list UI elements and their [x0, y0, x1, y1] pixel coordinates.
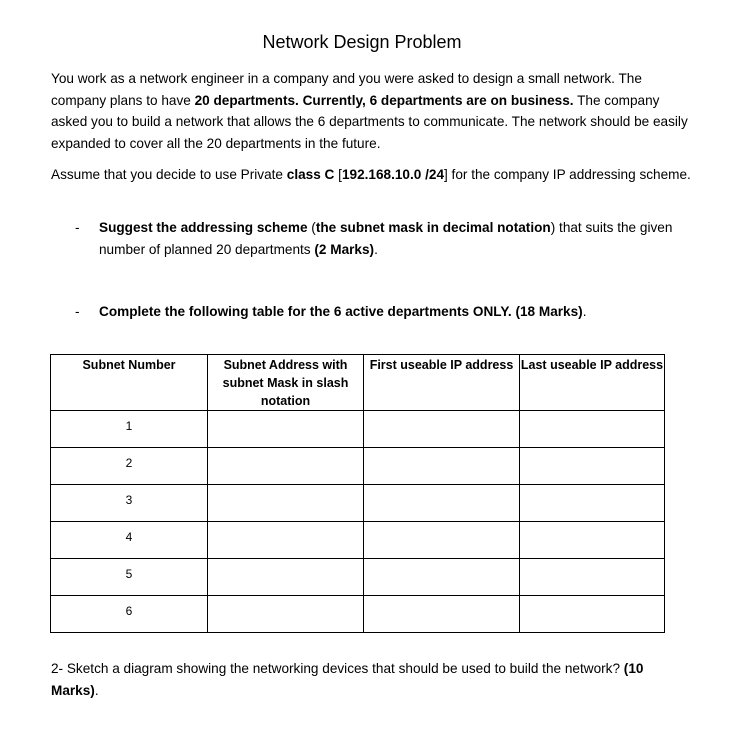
first-ip-cell [364, 596, 520, 633]
q1-text-1: ( [307, 220, 316, 235]
subnet-number-cell: 1 [51, 411, 208, 448]
intro-bold-departments: 20 departments. Currently, 6 departments are on business. [194, 92, 574, 108]
last-ip-cell [520, 559, 665, 596]
q3-marks: (10 Marks) [51, 661, 644, 698]
q1-bold-1: Suggest the addressing scheme [99, 220, 308, 235]
first-ip-cell [364, 522, 520, 559]
assume-pre: Assume that you decide to use Private [51, 167, 287, 182]
header-subnet-number: Subnet Number [51, 355, 208, 411]
subnet-address-cell [208, 522, 364, 559]
subnet-number-cell: 3 [51, 485, 208, 522]
q1-marks: (2 Marks) [314, 241, 375, 257]
q3-text: 2- Sketch a diagram showing the networking devices that should be used to build the network? [51, 661, 624, 676]
subnet-address-cell [208, 485, 364, 522]
subnet-number-cell: 5 [51, 559, 208, 596]
question-addressing-scheme [75, 217, 675, 260]
first-ip-cell [364, 411, 520, 448]
question-sketch-diagram [51, 658, 691, 702]
assume-class: class C [286, 167, 335, 182]
last-ip-cell [520, 522, 665, 559]
assume-post: ] for the company IP addressing scheme. [444, 167, 691, 182]
intro-text-2: The company asked you to build a network that allows the 6 departments to communicate. The network should be easily expanded to cover all the 20 departments in the future. [51, 92, 688, 151]
intro-paragraph [51, 68, 691, 154]
subnet-number-cell: 6 [51, 596, 208, 633]
first-ip-cell [364, 559, 520, 596]
q1-end: . [374, 241, 378, 257]
subnet-table [50, 354, 665, 633]
subnet-address-cell [208, 411, 364, 448]
q3-end: . [94, 683, 99, 698]
last-ip-cell [520, 448, 665, 485]
first-ip-cell [364, 448, 520, 485]
header-first-ip: First useable IP address [364, 355, 520, 411]
q1-text-2: ) that suits the given number of planned 20 departments [99, 220, 673, 257]
assumption-paragraph [51, 164, 691, 186]
subnet-number-cell: 4 [51, 522, 208, 559]
table-row [51, 411, 665, 448]
last-ip-cell [520, 596, 665, 633]
q2-end: . [582, 304, 587, 319]
table-row [51, 448, 665, 485]
header-subnet-address: Subnet Address with subnet Mask in slash notation [208, 355, 364, 411]
subnet-number-cell: 2 [51, 448, 208, 485]
subnet-address-cell [208, 559, 364, 596]
page-title: Network Design Problem [262, 32, 462, 52]
bullet-dash: - [75, 220, 80, 235]
table-row [51, 559, 665, 596]
table-header-row [51, 355, 665, 411]
assume-network: 192.168.10.0 /24 [341, 167, 444, 182]
subnet-address-cell [208, 448, 364, 485]
table-row [51, 485, 665, 522]
bullet-dash: - [75, 304, 80, 319]
last-ip-cell [520, 485, 665, 522]
intro-text-1: You work as a network engineer in a company and you were asked to design a small network. The company plans to have [51, 71, 642, 108]
header-last-ip: Last useable IP address [520, 355, 665, 411]
last-ip-cell [520, 411, 665, 448]
first-ip-cell [364, 485, 520, 522]
table-row [51, 596, 665, 633]
table-row [51, 522, 665, 559]
question-complete-table [75, 301, 675, 323]
q1-bold-2: the subnet mask in decimal notation [315, 220, 551, 235]
assume-mid: [ [334, 167, 342, 182]
subnet-address-cell [208, 596, 364, 633]
q2-bold: Complete the following table for the 6 active departments ONLY. (18 Marks) [99, 304, 583, 319]
